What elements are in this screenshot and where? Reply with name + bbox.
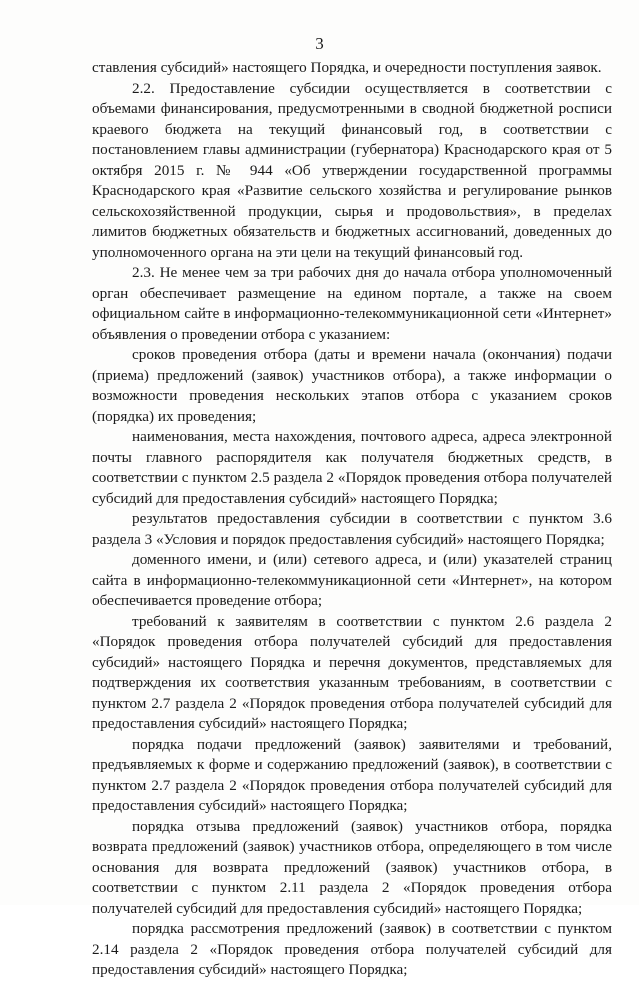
- paragraph-withdrawal-order: порядка отзыва предложений (заявок) участников отбора, порядка возврата предложений (заявок) участников отбора, определяющего в том числе основания для возврата предложений (заявок) участников отбора, в соответствии с пунктом 2.11 раздела 2 «Порядок проведения отбора получателей субсидий для предоставления субсидий» настоящего Порядка;: [92, 817, 612, 917]
- paragraph-continuation: ставления субсидий» настоящего Порядка, и очередности поступления заявок.: [92, 59, 602, 76]
- paragraph-2-2: 2.2. Предоставление субсидии осуществляется в соответствии с объемами финансирования, предусмотренными в сводной бюджетной росписи краевого бюджета на текущий финансовый год, в соответствии с постановлением главы администрации (губернатора) Краснодарского края от 5 октября 2015 г. № 944 «Об утверждении государственной программы Краснодарского края «Развитие сельского хозяйства и регулирование рынков сельскохозяйственной продукции, сырья и продовольствия», в пределах лимитов бюджетных обязательств и бюджетных ассигнований, доведенных до уполномоченного органа на эти цели на текущий финансовый год.: [92, 79, 612, 261]
- paragraph-names-addresses: наименования, места нахождения, почтового адреса, адреса электронной почты главного распорядителя как получателя бюджетных средств, в соответствии с пунктом 2.5 раздела 2 «Порядок проведения отбора получателей субсидий для предоставления субсидий» настоящего Порядка;: [92, 428, 612, 507]
- paragraph-requirements: требований к заявителям в соответствии с пунктом 2.6 раздела 2 «Порядок проведения отбора получателей субсидий для предоставления субсидий» настоящего Порядка и перечня документов, представляемых для подтверждения их соответствия указанным требованиям, в соответствии с пунктом 2.7 раздела 2 «Порядок проведения отбора получателей субсидий для предоставления субсидий» настоящего Порядка;: [92, 612, 612, 732]
- paragraph-domain-names: доменного имени, и (или) сетевого адреса, и (или) указателей страниц сайта в информационно-телекоммуникационной сети «Интернет», на котором обеспечивается проведение отбора;: [92, 551, 612, 609]
- page-number: 3: [315, 34, 324, 53]
- paragraph-results: результатов предоставления субсидии в соответствии с пунктом 3.6 раздела 3 «Условия и порядок предоставления субсидий» настоящего Порядка;: [92, 510, 612, 548]
- paragraph-review-order: порядка рассмотрения предложений (заявок) в соответствии с пунктом 2.14 раздела 2 «Порядок проведения отбора получателей субсидий для предоставления субсидий» настоящего Порядка;: [92, 920, 612, 978]
- paragraph-2-3: 2.3. Не менее чем за три рабочих дня до начала отбора уполномоченный орган обеспечивает размещение на едином портале, а также на своем официальном сайте в информационно-телекоммуникационной сети «Интернет» объявления о проведении отбора с указанием:: [92, 264, 612, 343]
- document-body: [92, 58, 612, 981]
- paragraph-deadlines: сроков проведения отбора (даты и времени начала (окончания) подачи (приема) предложений (заявок) участников отбора), а также информации о возможности проведения нескольких этапов отбора с указанием сроков (порядка) их проведения;: [92, 346, 612, 425]
- paragraph-submission-order: порядка подачи предложений (заявок) заявителями и требований, предъявляемых к форме и содержанию предложений (заявок), в соответствии с пунктом 2.7 раздела 2 «Порядок проведения отбора получателей субсидий для предоставления субсидий» настоящего Порядка;: [92, 735, 612, 814]
